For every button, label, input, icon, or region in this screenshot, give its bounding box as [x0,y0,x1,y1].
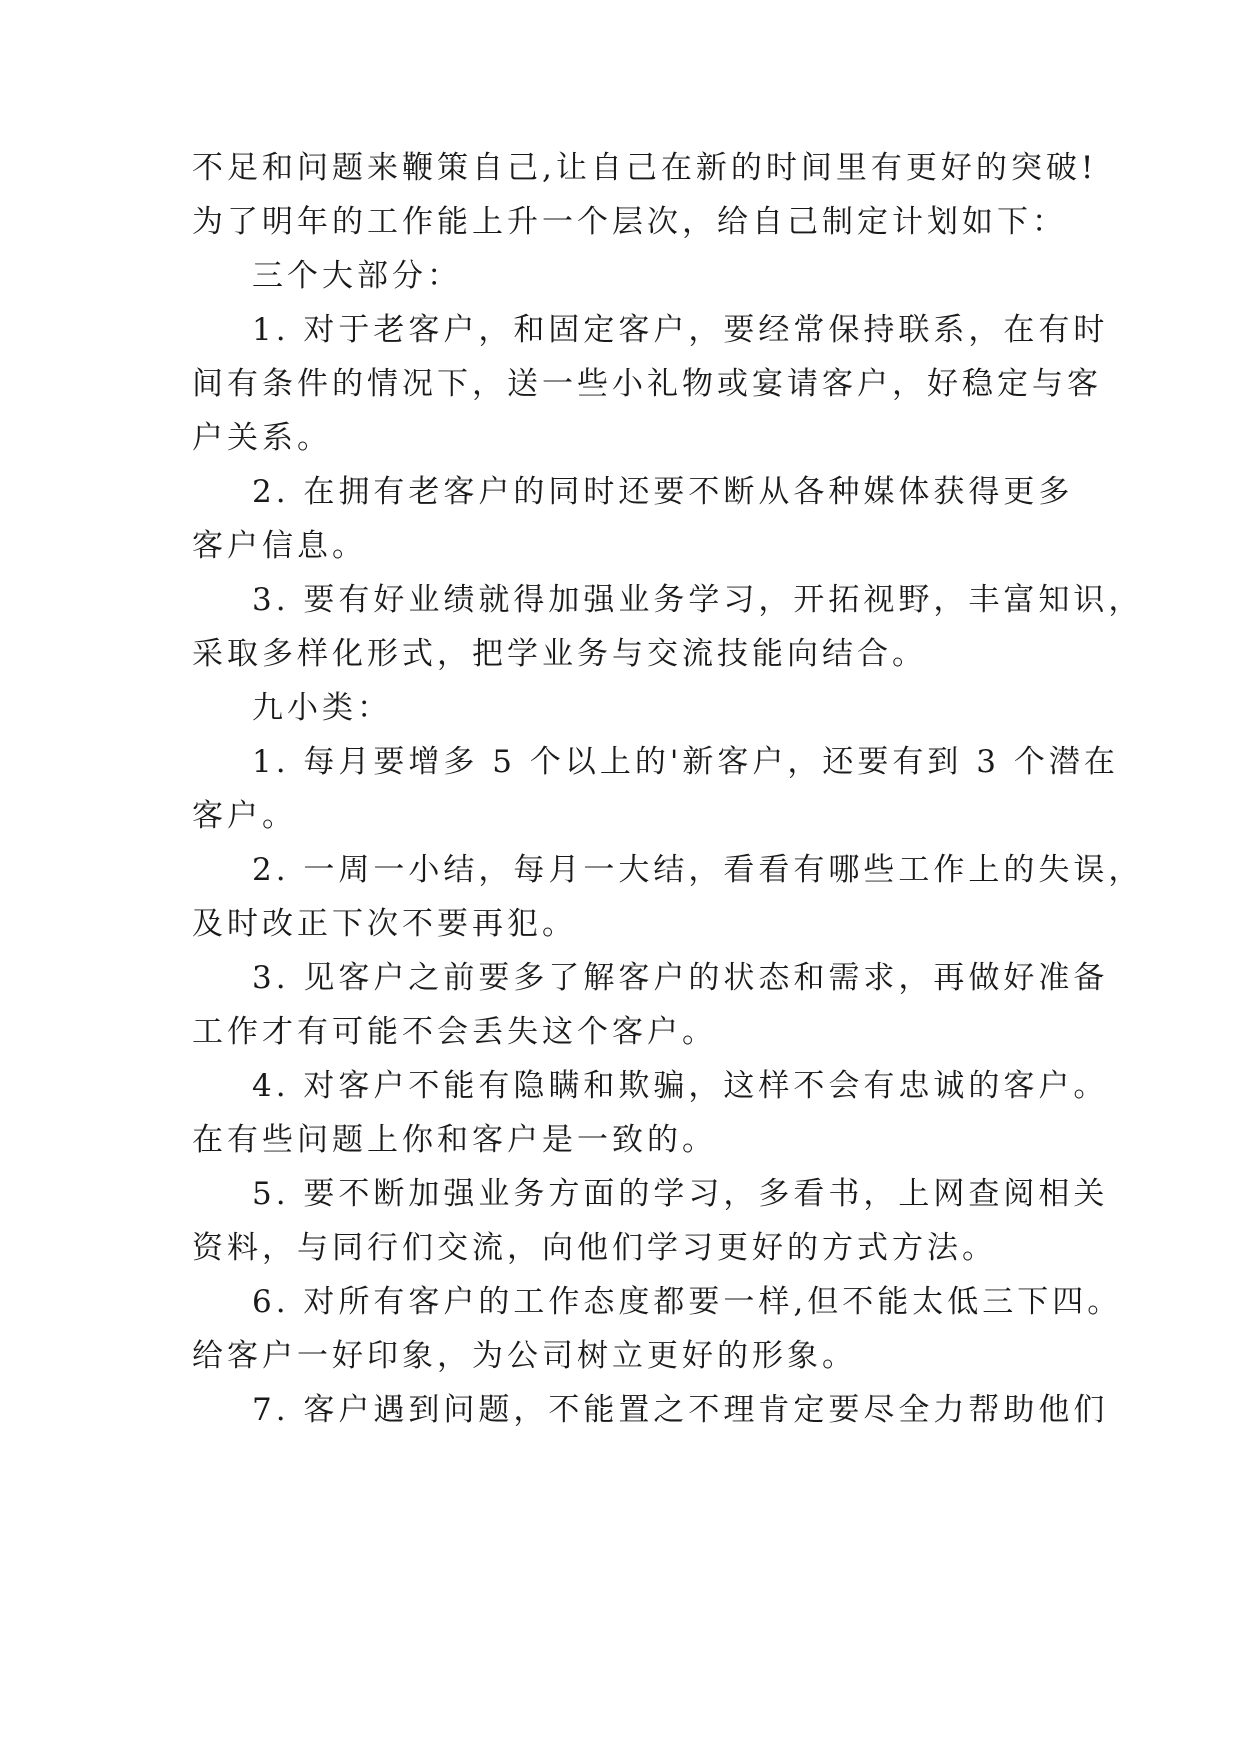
text-line: 客户信息。 [192,528,367,564]
text-line: 及时改正下次不要再犯。 [192,906,577,942]
text-line: 间有条件的情况下，送一些小礼物或宴请客户，好稳定与客 [192,366,1102,402]
text-line: 在有些问题上你和客户是一致的。 [192,1122,717,1158]
text-line: 5. 要不断加强业务方面的学习，多看书，上网查阅相关 [252,1176,1109,1212]
text-line: 资料，与同行们交流，向他们学习更好的方式方法。 [192,1230,997,1266]
text-line: 1. 对于老客户，和固定客户，要经常保持联系，在有时 [252,312,1109,348]
text-line: 客户。 [192,798,297,834]
text-line: 2. 一周一小结，每月一大结，看看有哪些工作上的失误， [252,852,1144,888]
text-line: 3. 见客户之前要多了解客户的状态和需求，再做好准备 [252,960,1109,996]
text-line: 4. 对客户不能有隐瞒和欺骗，这样不会有忠诚的客户。 [252,1068,1109,1104]
section-heading: 三个大部分： [252,258,462,294]
text-line: 采取多样化形式，把学业务与交流技能向结合。 [192,636,927,672]
text-line: 7. 客户遇到问题，不能置之不理肯定要尽全力帮助他们 [252,1392,1109,1428]
text-line: 不足和问题来鞭策自己,让自己在新的时间里有更好的突破! [192,150,1098,186]
text-line: 6. 对所有客户的工作态度都要一样,但不能太低三下四。 [252,1284,1123,1320]
text-line: 3. 要有好业绩就得加强业务学习，开拓视野，丰富知识， [252,582,1144,618]
section-heading: 九小类： [252,690,392,726]
text-line: 为了明年的工作能上升一个层次，给自己制定计划如下： [192,204,1067,240]
text-line: 户关系。 [192,420,332,456]
text-line: 2. 在拥有老客户的同时还要不断从各种媒体获得更多 [252,474,1074,510]
text-line: 工作才有可能不会丢失这个客户。 [192,1014,717,1050]
text-line: 1. 每月要增多 5 个以上的'新客户，还要有到 3 个潜在 [252,744,1119,780]
text-line: 给客户一好印象，为公司树立更好的形象。 [192,1338,857,1374]
